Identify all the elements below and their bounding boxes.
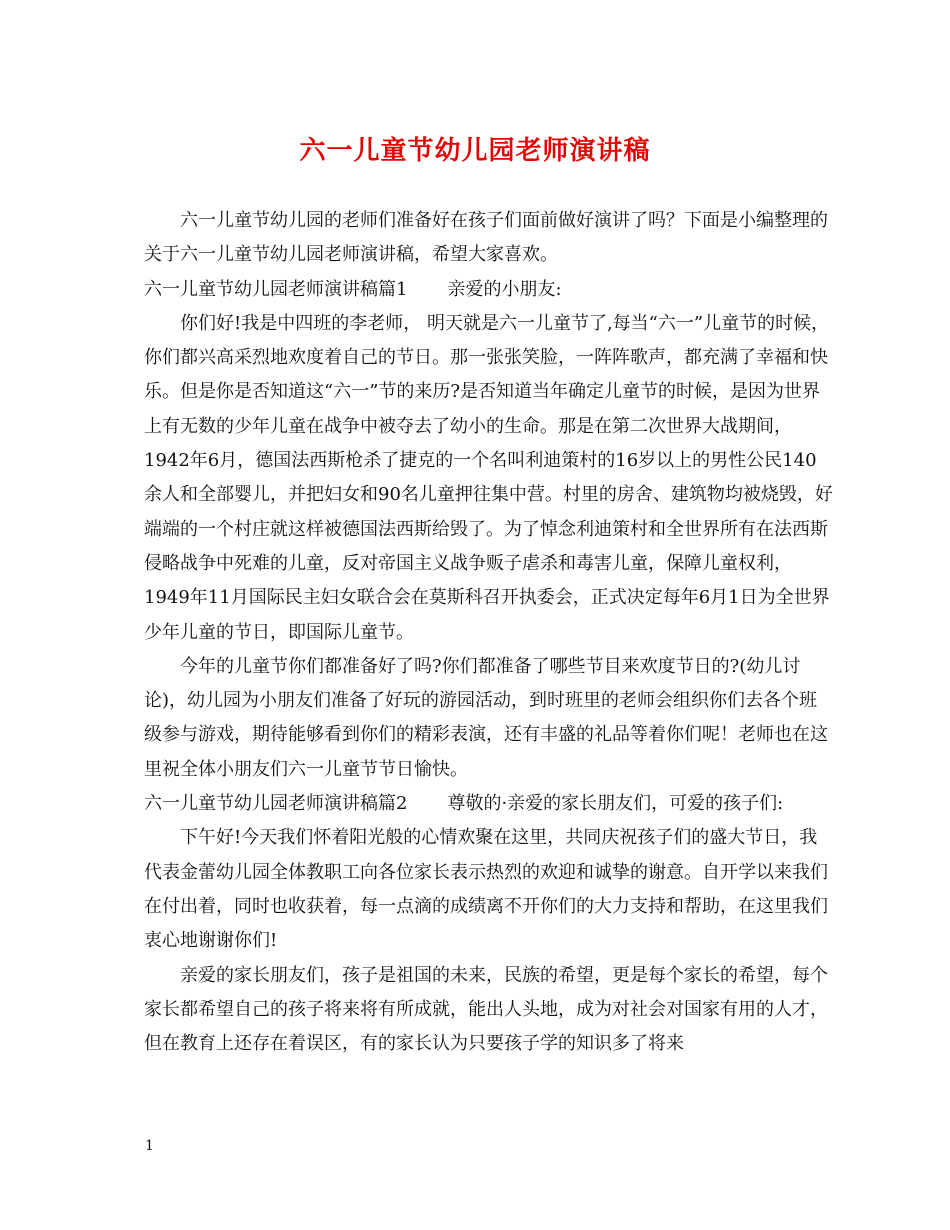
section-2-paragraph-2: 亲爱的家长朋友们，孩子是祖国的未来，民族的希望，更是每个家长的希望，每个家长都希望自己的孩子将来将有所成就，能出人头地，成为对社会对国家有用的人才，但在教育上还存在着误区，有的家长认为只要孩子学的知识多了将来: [144, 964, 828, 1055]
section-1-salutation: 亲爱的小朋友:: [447, 278, 562, 300]
document-title: 六一儿童节幼儿园老师演讲稿: [299, 136, 651, 166]
section-2-salutation: 尊敬的·亲爱的家长朋友们，可爱的孩子们:: [447, 793, 784, 815]
section-2-paragraph-1: 下午好!今天我们怀着阳光般的心情欢聚在这里，共同庆祝孩子们的盛大节日，我代表金蕾幼儿园全体教职工向各位家长表示热烈的欢迎和诚挚的谢意。自开学以来我们在付出着，同时也收获着，每一点滴的成绩离不开你们的大力支持和帮助，在这里我们衷心地谢谢你们!: [144, 827, 828, 952]
intro-paragraph: 六一儿童节幼儿园的老师们准备好在孩子们面前做好演讲了吗？下面是小编整理的关于六一儿童节幼儿园老师演讲稿，希望大家喜欢。: [144, 210, 828, 266]
section-1-heading-line: [144, 273, 834, 307]
section-2-heading: 六一儿童节幼儿园老师演讲稿篇2: [144, 793, 408, 815]
section-1-paragraph-1: 你们好!我是中四班的李老师， 明天就是六一儿童节了,每当“六一”儿童节的时候，你们都兴高采烈地欢度着自己的节日。那一张张笑脸，一阵阵歌声，都充满了幸福和快乐。但是你是否知道这“六一”节的来历?是否知道当年确定儿童节的时候，是因为世界上有无数的少年儿童在战争中被夺去了幼小的生命。那是在第二次世界大战期间，1942年6月，德国法西斯枪杀了捷克的一个名叫利迪策村的16岁以上的男性公民140余人和全部婴儿，并把妇女和90名儿童押往集中营。村里的房舍、建筑物均被烧毁，好端端的一个村庄就这样被德国法西斯给毁了。为了悼念利迪策村和全世界所有在法西斯侵略战争中死难的儿童，反对帝国主义战争贩子虐杀和毒害儿童，保障儿童权利，1949年11月国际民主妇女联合会在莫斯科召开执委会，正式决定每年6月1日为全世界少年儿童的节日，即国际儿童节。: [144, 312, 833, 643]
section-1-heading: 六一儿童节幼儿园老师演讲稿篇1: [144, 278, 408, 300]
section-1-paragraph-2: 今年的儿童节你们都准备好了吗?你们都准备了哪些节目来欢度节日的?(幼儿讨论)，幼儿园为小朋友们准备了好玩的游园活动，到时班里的老师会组织你们去各个班级参与游戏，期待能够看到你们的精彩表演，还有丰盛的礼品等着你们呢！老师也在这里祝全体小朋友们六一儿童节节日愉快。: [144, 655, 828, 780]
document-body: [144, 204, 834, 1061]
page-number: 1: [145, 1138, 154, 1154]
section-2-heading-line: [144, 787, 834, 821]
